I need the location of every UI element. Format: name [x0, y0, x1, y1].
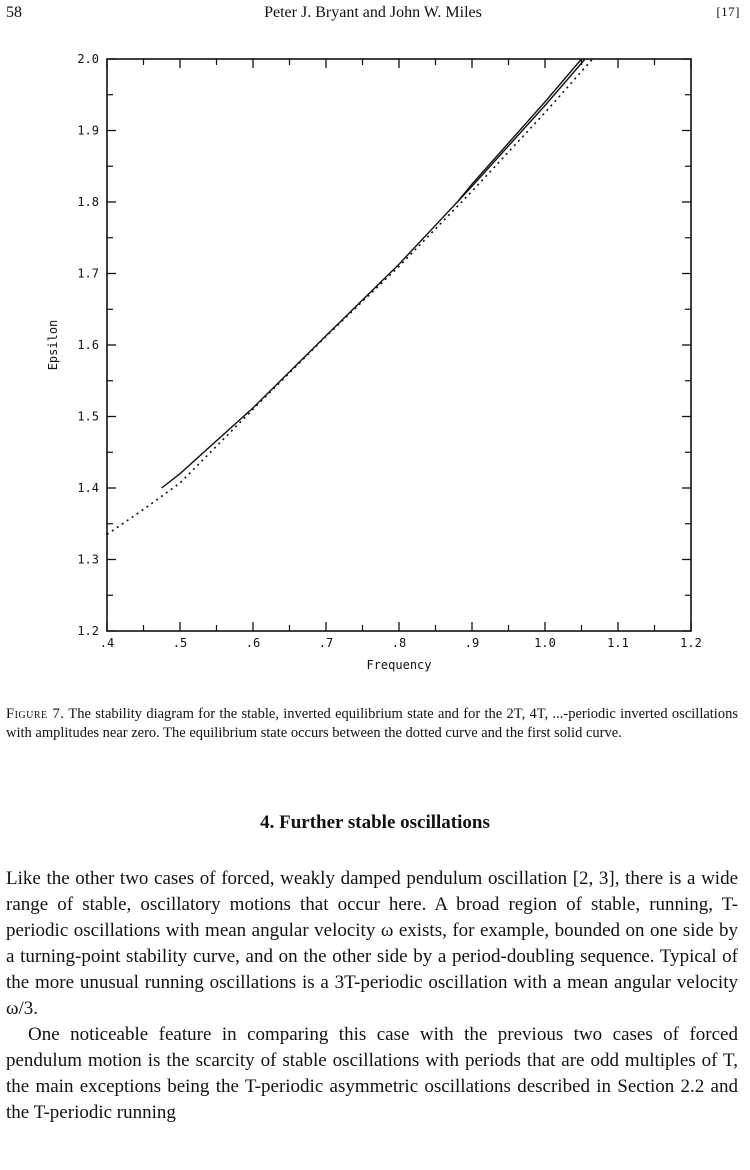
series-line-3: [457, 59, 581, 202]
running-header: [6, 4, 740, 28]
x-tick-label: .9: [464, 636, 480, 650]
figure-caption-text: The stability diagram for the stable, inverted equilibrium state and for the 2T, 4T, ...-periodic inverted oscillations with amplitudes near zero. The equilibrium state occurs between the dotted curve and the first solid curve.: [6, 706, 738, 741]
paragraph-1: Like the other two cases of forced, weakly damped pendulum oscillation [2, 3], there is a wide range of stable, oscillatory motions that occur here. A broad region of stable, running, T-periodic oscillations with mean angular velocity ω exists, for example, bounded on one side by a turning-point stability curve, and on the other side by a period-doubling sequence. Typical of the more unusual running oscillations is a 3T-periodic oscillation with a mean angular velocity ω/3.: [6, 868, 738, 1019]
y-tick-label: 1.6: [77, 338, 99, 352]
y-axis-label: Epsilon: [46, 319, 60, 371]
series-line-2: [162, 59, 585, 488]
y-tick-label: 1.9: [77, 123, 99, 138]
y-tick-label: 1.3: [77, 552, 99, 567]
plot-frame: [107, 59, 691, 631]
x-tick-label: 1.0: [534, 636, 556, 650]
reference-number: [17]: [716, 4, 740, 19]
figure-label: Figure 7.: [6, 706, 65, 722]
y-tick-label: 1.2: [77, 624, 99, 638]
x-tick-label: 1.2: [680, 636, 702, 650]
y-tick-label: 1.4: [77, 481, 99, 495]
y-tick-label: 2.0: [77, 52, 99, 66]
section-title: 4. Further stable oscillations: [260, 812, 490, 833]
x-tick-label: .5: [172, 636, 188, 650]
x-tick-label: 1.1: [607, 636, 629, 650]
running-authors: Peter J. Bryant and John W. Miles: [264, 4, 482, 21]
figure-caption: [6, 705, 738, 743]
page-number: 58: [6, 4, 22, 21]
x-tick-label: .6: [245, 636, 261, 650]
x-tick-label: .4: [99, 636, 115, 650]
paragraph-2: One noticeable feature in comparing this case with the previous two cases of forced pendulum motion is the scarcity of stable oscillations with periods that are odd multiples of T, the main exceptions being the T-periodic asymmetric oscillations described in Section 2.2 and the T-periodic running: [6, 1024, 738, 1123]
x-tick-label: .8: [391, 636, 407, 650]
body-text: [6, 866, 738, 1126]
y-tick-label: 1.8: [77, 195, 99, 209]
x-axis-label: Frequency: [366, 658, 432, 672]
y-tick-label: 1.7: [77, 266, 99, 281]
stability-diagram-chart: [0, 40, 750, 680]
x-tick-label: .7: [318, 636, 334, 650]
y-tick-label: 1.5: [77, 409, 99, 424]
